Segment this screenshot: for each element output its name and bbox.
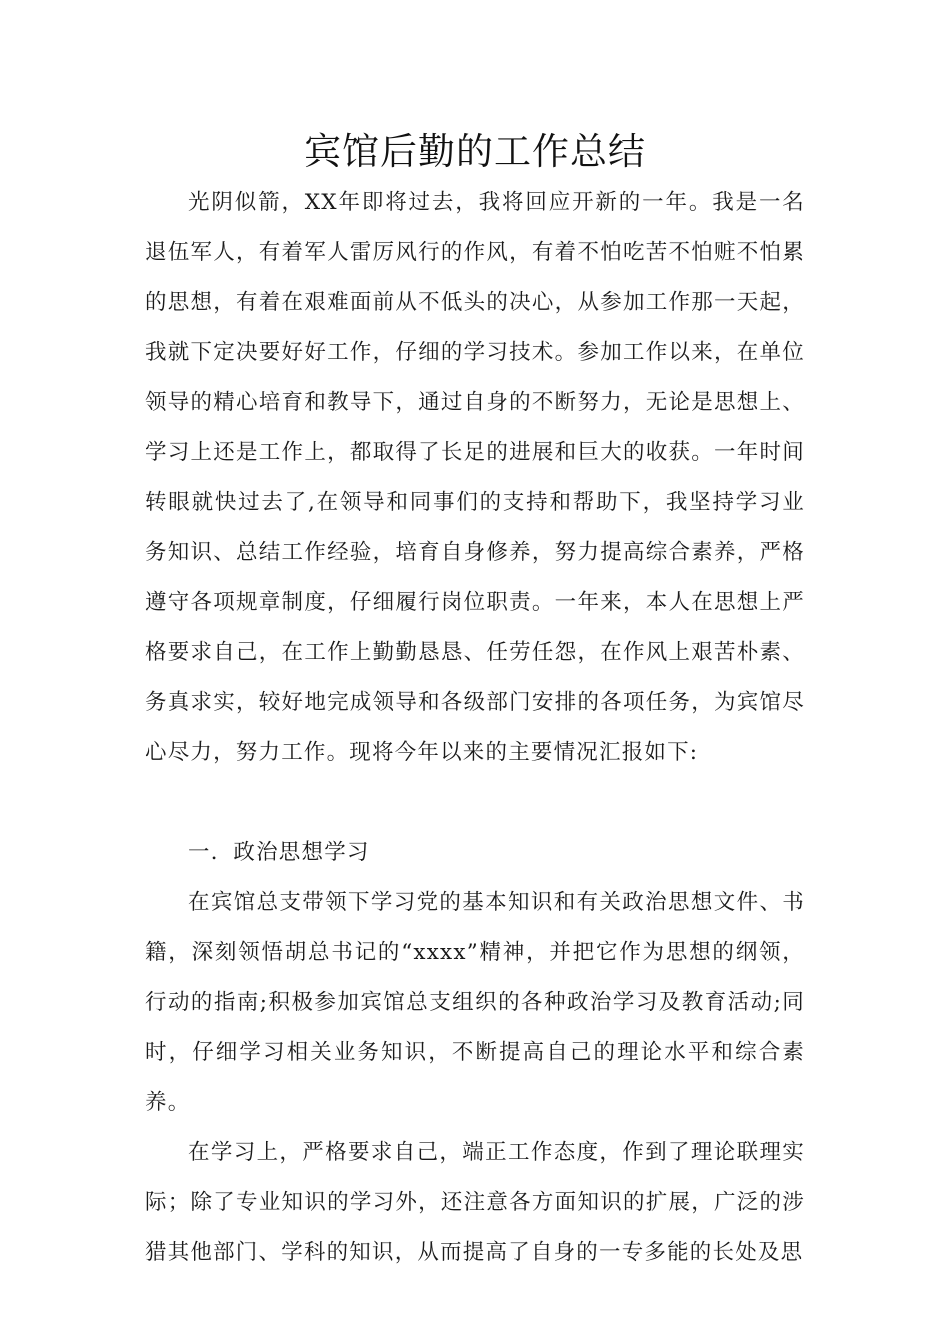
section-heading: 一．政治思想学习 [188,840,370,865]
document-title: 宾馆后勤的工作总结 [304,130,646,173]
intro-paragraph: 光阴似箭，XX年即将过去，我将回应开新的一年。我是一名退伍军人，有着军人雷厉风行的作风，有着不怕吃苦不怕赃不怕累的思想，有着在艰难面前从不低头的决心，从参加工作那一天起，我就下定决要好好工作，仔细的学习技术。参加工作以来，在单位领导的精心培育和教导下，通过自身的不断努力，无论是思想上、学习上还是工作上，都取得了长足的进展和巨大的收获。一年时间转眼就快过去了,在领导和同事们的支持和帮助下，我坚持学习业务知识、总结工作经验，培育自身修养，努力提高综合素养，严格遵守各项规章制度，仔细履行岗位职责。一年来，本人在思想上严格要求自己，在工作上勤勤恳恳、任劳任怨，在作风上艰苦朴素、务真求实，较好地完成领导和各级部门安排的各项任务，为宾馆尽心尽力，努力工作。现将今年以来的主要情况汇报如下: [145,190,805,765]
body-paragraph: 在学习上，严格要求自己，端正工作态度，作到了理论联理实际；除了专业知识的学习外，还注意各方面知识的扩展，广泛的涉猎其他部门、学科的知识，从而提高了自身的一专多能的长处及思 [145,1140,805,1265]
document-body [145,178,805,1278]
body-paragraph: 在宾馆总支带领下学习党的基本知识和有关政治思想文件、书籍，深刻领悟胡总书记的“xxxx”精神，并把它作为思想的纲领，行动的指南;积极参加宾馆总支组织的各种政治学习及教育活动;同时，仔细学习相关业务知识，不断提高自己的理论水平和综合素养。 [145,890,805,1115]
paragraph-spacer [145,778,805,828]
